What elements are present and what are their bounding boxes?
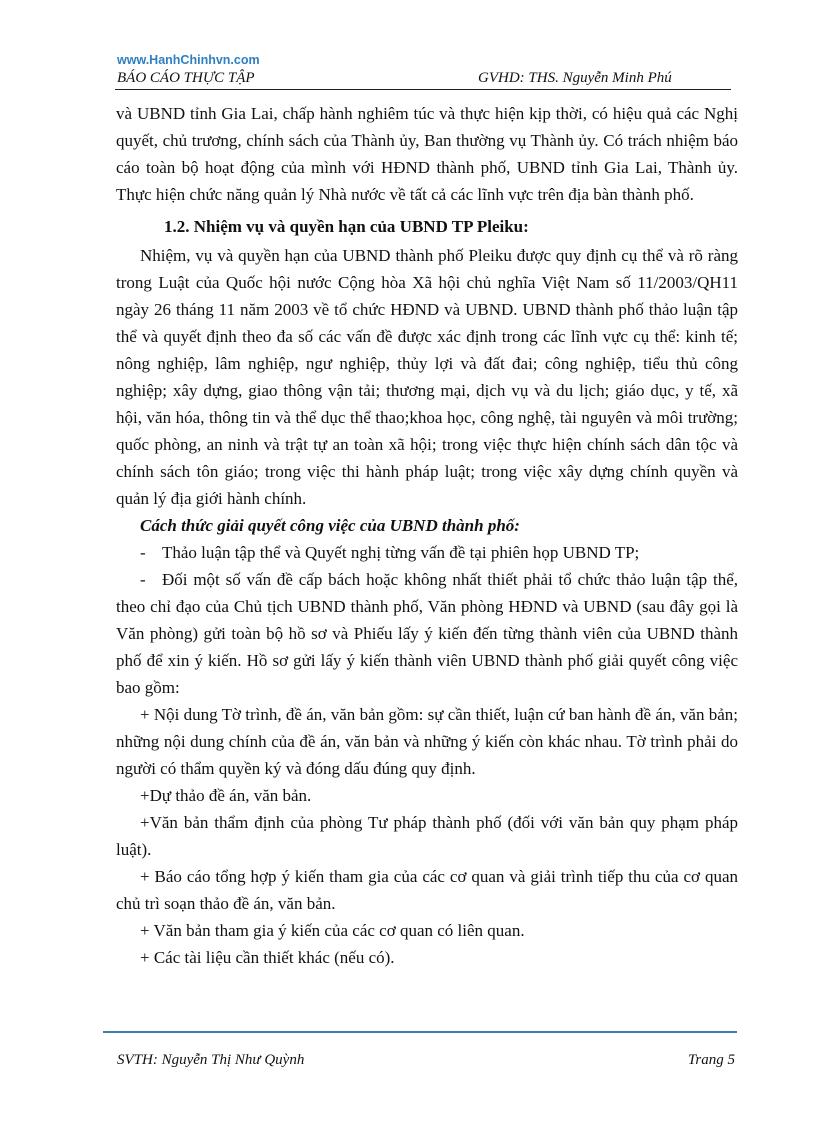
document-body xyxy=(116,100,738,971)
header-website[interactable]: www.HanhChinhvn.com xyxy=(117,53,260,67)
footer-page-number: Trang 5 xyxy=(687,1052,735,1068)
section-paragraph: Nhiệm, vụ và quyền hạn của UBND thành phố Pleiku được quy định cụ thể và rõ ràng trong Luật của Quốc hội nước Cộng hòa Xã hội chủ nghĩa Việt Nam số 11/2003/QH11 ngày 26 tháng 11 năm 2003 về tổ chức HĐND và UBND. UBND thành phố thảo luận tập thể và quyết định theo đa số các vấn đề được xác định trong các lĩnh vực cụ thể: kinh tế; nông nghiệp, lâm nghiệp, ngư nghiệp, thủy lợi và đất đai; công nghiệp, tiểu thủ công nghiệp; xây dựng, giao thông vận tải; thương mại, dịch vụ và du lịch; giáo dục, y tế, xã hội, văn hóa, thông tin và thể dục thể thao;khoa học, công nghệ, tài nguyên và môi trường; quốc phòng, an ninh và trật tự an toàn xã hội; trong việc thực hiện chính sách dân tộc và chính sách tôn giáo; trong việc thi hành pháp luật; trong việc xây dựng chính quyền và quản lý địa giới hành chính. xyxy=(116,246,738,508)
plus-item-4: + Báo cáo tổng hợp ý kiến tham gia của các cơ quan và giải trình tiếp thu của cơ quan chủ trì soạn thảo đề án, văn bản. xyxy=(116,867,738,913)
dash-item-2-text: Đối một số vấn đề cấp bách hoặc không nhất thiết phải tổ chức thảo luận tập thể, theo chỉ đạo của Chủ tịch UBND thành phố, Văn phòng HĐND và UBND (sau đây gọi là Văn phòng) gửi toàn bộ hồ sơ và Phiếu lấy ý kiến đến từng thành viên của UBND thành phố để xin ý kiến. Hồ sơ gửi lấy ý kiến thành viên UBND thành phố giải quyết công việc bao gồm: xyxy=(116,570,738,697)
header-rule xyxy=(115,89,731,90)
plus-item-5: + Văn bản tham gia ý kiến của các cơ quan có liên quan. xyxy=(140,921,525,940)
footer-student: SVTH: Nguyễn Thị Như Quỳnh xyxy=(117,1052,305,1068)
dash-marker: - xyxy=(140,570,146,589)
dash-marker: - xyxy=(140,543,146,562)
intro-paragraph: và UBND tỉnh Gia Lai, chấp hành nghiêm túc và thực hiện kịp thời, có hiệu quả các Nghị quyết, chủ trương, chính sách của Thành ủy, Ban thường vụ Thành ủy. Có trách nhiệm báo cáo toàn bộ hoạt động của mình với HĐND thành phố, UBND tỉnh Gia Lai, Thành ủy. Thực hiện chức năng quản lý Nhà nước về tất cả các lĩnh vực trên địa bàn thành phố. xyxy=(116,104,738,204)
plus-item-6: + Các tài liệu cần thiết khác (nếu có). xyxy=(140,948,395,967)
dash-item-2 xyxy=(116,566,738,701)
footer-rule xyxy=(103,1031,737,1033)
header-supervisor: GVHD: THS. Nguyễn Minh Phú xyxy=(478,70,672,86)
dash-item-1 xyxy=(116,539,738,566)
plus-item-1: + Nội dung Tờ trình, đề án, văn bản gồm: sự cần thiết, luận cứ ban hành đề án, văn bản; những nội dung chính của đề án, văn bản và những ý kiến còn khác nhau. Tờ trình phải do người có thẩm quyền ký và đóng dấu đúng quy định. xyxy=(116,705,738,778)
header-report-title: BÁO CÁO THỰC TẬP xyxy=(117,70,255,86)
procedure-subheading: Cách thức giải quyết công việc của UBND thành phố: xyxy=(140,516,520,535)
dash-item-1-text: Thảo luận tập thể và Quyết nghị từng vấn đề tại phiên họp UBND TP; xyxy=(162,543,640,562)
section-heading: 1.2. Nhiệm vụ và quyền hạn của UBND TP Pleiku: xyxy=(164,217,529,236)
plus-item-2: +Dự thảo đề án, văn bản. xyxy=(140,786,312,805)
plus-item-3: +Văn bản thẩm định của phòng Tư pháp thành phố (đối với văn bản quy phạm pháp luật). xyxy=(116,813,738,859)
